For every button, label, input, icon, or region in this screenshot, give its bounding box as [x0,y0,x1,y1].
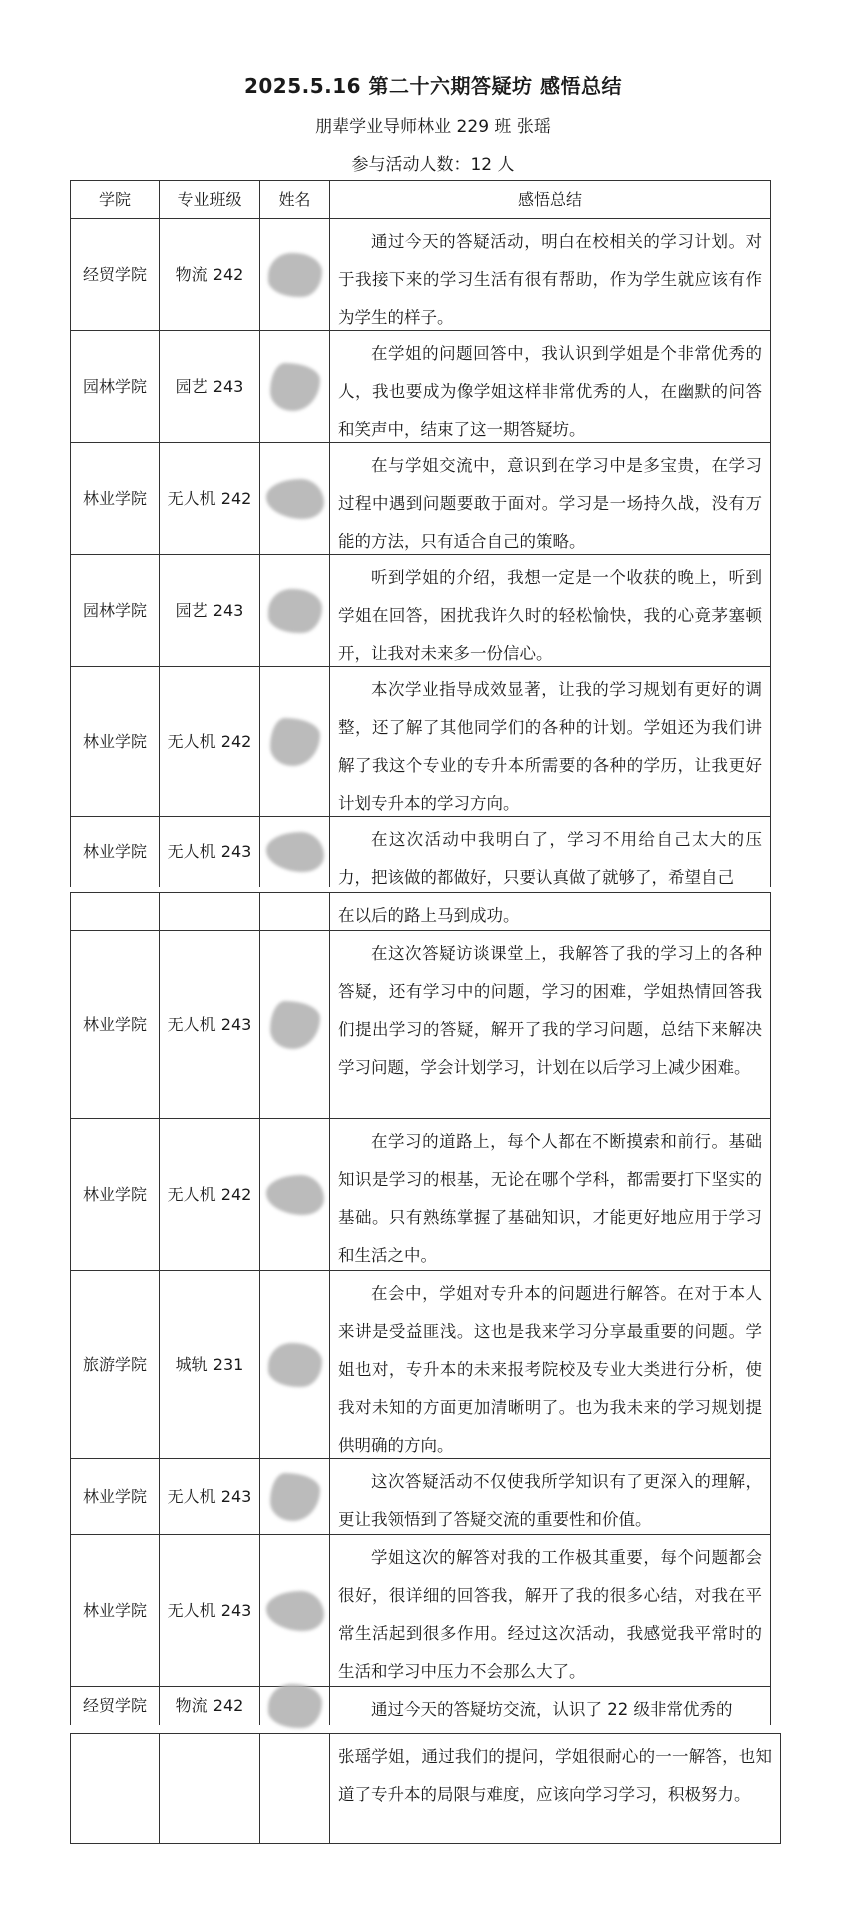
redacted-name [266,1175,324,1215]
name-cell [260,893,330,931]
document-title: 2025.5.16 第二十六期答疑坊 感悟总结 [243,74,623,98]
class-cell: 无人机 242 [160,443,260,555]
class-cell: 无人机 243 [160,1535,260,1687]
summary-cell [330,1271,771,1459]
name-cell [260,555,330,667]
name-cell [260,1535,330,1687]
summary-cell [330,331,771,443]
table-row [71,817,771,887]
table-row [71,931,771,1119]
class-cell: 园艺 243 [160,555,260,667]
summary-table-part-3 [70,1733,781,1844]
summary-cell [330,1687,771,1725]
summary-text: 在学习的道路上，每个人都在不断摸索和前行。基础知识是学习的根基，无论在哪个学科，都需要打下坚实的基础。只有熟练掌握了基础知识，才能更好地应用于学习和生活之中。 [338,1132,762,1265]
summary-text: 在学姐的问题回答中，我认识到学姐是个非常优秀的人，我也要成为像学姐这样非常优秀的人，在幽默的问答和笑声中，结束了这一期答疑坊。 [338,344,762,439]
class-cell: 无人机 242 [160,1119,260,1271]
name-cell [260,931,330,1119]
redacted-name [266,479,324,519]
redacted-name [270,1001,320,1049]
redacted-name [270,1473,320,1521]
class-cell: 物流 242 [160,1687,260,1725]
class-cell: 物流 242 [160,219,260,331]
class-cell [160,893,260,931]
column-header: 学院 [71,181,160,219]
summary-cell [330,443,771,555]
summary-table-part-2 [70,892,771,1725]
class-cell [160,1734,260,1844]
table-row [71,1734,781,1844]
table-row [71,331,771,443]
summary-text: 听到学姐的介绍，我想一定是一个收获的晚上，听到学姐在回答，困扰我许久时的轻松愉快，我的心竟茅塞顿开，让我对未来多一份信心。 [338,568,762,663]
class-cell: 无人机 243 [160,817,260,887]
summary-cell [330,931,771,1119]
summary-text: 通过今天的答疑活动，明白在校相关的学习计划。对于我接下来的学习生活有很有帮助，作为学生就应该有作为学生的样子。 [338,232,762,327]
summary-table-part-1 [70,180,771,887]
column-header: 感悟总结 [330,181,771,219]
redacted-name [268,1684,322,1728]
redacted-name [266,1591,324,1631]
table-row [71,219,771,331]
summary-cell [330,1459,771,1535]
name-cell [260,1119,330,1271]
redacted-name [270,363,320,411]
table-row [71,667,771,817]
table-row [71,1535,771,1687]
name-cell [260,667,330,817]
summary-cell [330,555,771,667]
name-cell [260,1459,330,1535]
column-header: 姓名 [260,181,330,219]
college-cell: 林业学院 [71,817,160,887]
summary-text: 在这次活动中我明白了，学习不用给自己太大的压力，把该做的都做好，只要认真做了就够了，希望自己 [338,830,762,887]
column-header: 专业班级 [160,181,260,219]
college-cell: 林业学院 [71,1119,160,1271]
college-cell: 林业学院 [71,1535,160,1687]
class-cell: 城轨 231 [160,1271,260,1459]
college-cell: 林业学院 [71,1459,160,1535]
table-row [71,555,771,667]
redacted-name [268,253,322,297]
name-cell [260,331,330,443]
college-cell: 林业学院 [71,443,160,555]
summary-cell [330,667,771,817]
summary-text: 在与学姐交流中，意识到在学习中是多宝贵，在学习过程中遇到问题要敢于面对。学习是一场持久战，没有万能的方法，只有适合自己的策略。 [338,456,762,551]
redacted-name [268,1343,322,1387]
summary-text: 本次学业指导成效显著，让我的学习规划有更好的调整，还了解了其他同学们的各种的计划。学姐还为我们讲解了我这个专业的专升本所需要的各种的学历，让我更好计划专升本的学习方向。 [338,680,762,813]
summary-text: 这次答疑活动不仅使我所学知识有了更深入的理解，更让我领悟到了答疑交流的重要性和价值。 [338,1472,762,1529]
summary-cell [330,893,771,931]
table-row [71,893,771,931]
name-cell [260,219,330,331]
college-cell: 园林学院 [71,331,160,443]
summary-text: 通过今天的答疑坊交流，认识了 22 级非常优秀的 [371,1700,733,1719]
summary-text: 在会中，学姐对专升本的问题进行解答。在对于本人来讲是受益匪浅。这也是我来学习分享最重要的问题。学姐也对，专升本的未来报考院校及专业大类进行分析，使我对未知的方面更加清晰明了。也为我未来的学习规划提供明确的方向。 [338,1284,762,1455]
college-cell: 旅游学院 [71,1271,160,1459]
redacted-name [266,832,324,872]
participant-count: 参与活动人数：12 人 [351,155,515,175]
college-cell: 经贸学院 [71,219,160,331]
summary-text: 学姐这次的解答对我的工作极其重要，每个问题都会很好，很详细的回答我，解开了我的很多心结，对我在平常生活起到很多作用。经过这次活动，我感觉我平常时的生活和学习中压力不会那么大了。 [338,1548,762,1681]
class-cell: 无人机 243 [160,1459,260,1535]
college-cell: 林业学院 [71,931,160,1119]
college-cell: 经贸学院 [71,1687,160,1725]
table-header-row [71,181,771,219]
college-cell [71,1734,160,1844]
document-subtitle: 朋辈学业导师林业 229 班 张瑶 [315,117,551,137]
name-cell [260,443,330,555]
summary-text: 张瑶学姐，通过我们的提问，学姐很耐心的一一解答，也知道了专升本的局限与难度，应该向学习学习，积极努力。 [338,1747,772,1804]
redacted-name [270,718,320,766]
table-row [71,443,771,555]
college-cell: 园林学院 [71,555,160,667]
summary-text: 在以后的路上马到成功。 [338,906,520,925]
summary-text: 在这次答疑访谈课堂上，我解答了我的学习上的各种答疑，还有学习中的问题，学习的困难，学姐热情回答我们提出学习的答疑，解开了我的学习问题，总结下来解决学习问题，学会计划学习，计划在以后学习上减少困难。 [338,944,762,1077]
name-cell [260,1271,330,1459]
class-cell: 无人机 242 [160,667,260,817]
class-cell: 园艺 243 [160,331,260,443]
name-cell [260,1687,330,1725]
table-row [71,1119,771,1271]
summary-cell [330,1119,771,1271]
name-cell [260,1734,330,1844]
college-cell [71,893,160,931]
college-cell: 林业学院 [71,667,160,817]
summary-cell [330,219,771,331]
table-row [71,1271,771,1459]
redacted-name [268,589,322,633]
class-cell: 无人机 243 [160,931,260,1119]
summary-cell [330,817,771,887]
table-row [71,1459,771,1535]
name-cell [260,817,330,887]
table-row [71,1687,771,1725]
summary-cell [330,1734,781,1844]
summary-cell [330,1535,771,1687]
